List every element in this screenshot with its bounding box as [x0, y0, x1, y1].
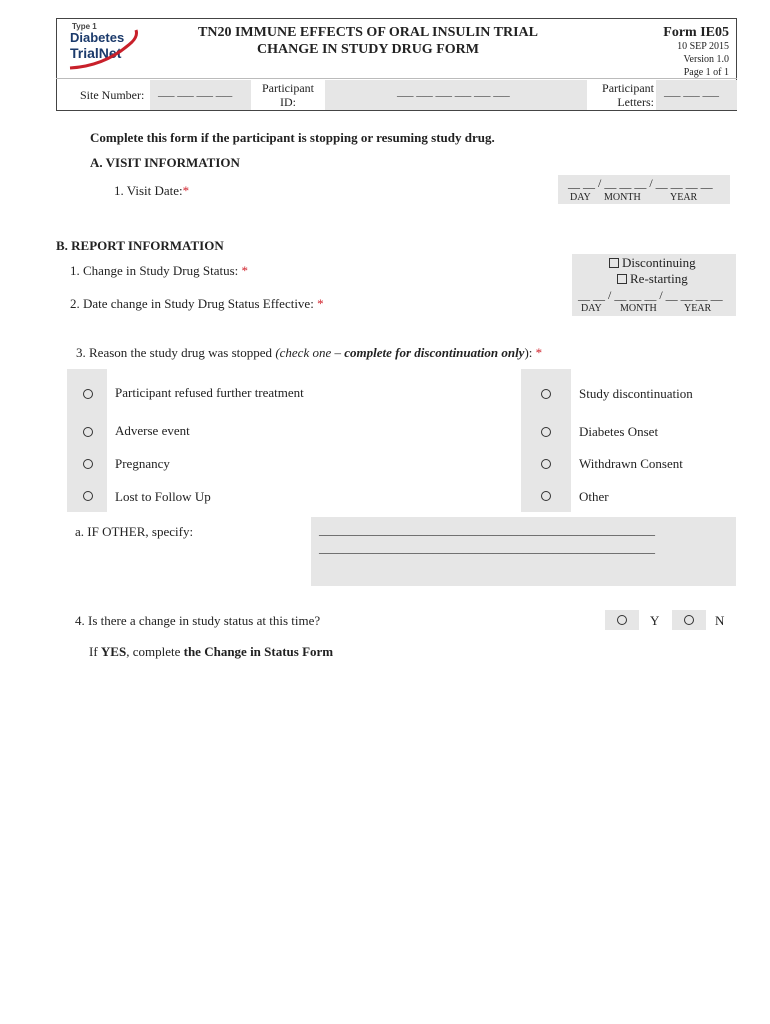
q3-check-one: (check one –	[275, 345, 341, 360]
discontinuing-checkbox[interactable]	[609, 258, 619, 268]
if-yes-instruction	[89, 644, 333, 660]
participant-letters-label-2: Letters:	[617, 95, 654, 109]
effective-date-year-label: YEAR	[684, 303, 712, 314]
logo-type1: Type 1	[72, 22, 97, 31]
if-yes-bold: YES	[100, 644, 127, 659]
q3-discontinuation-only: complete for discontinuation only	[344, 345, 525, 360]
q2-label: 2. Date change in Study Drug Status Effective:	[70, 296, 314, 311]
trialnet-logo	[66, 22, 146, 72]
reason-label-right-3: Other	[579, 489, 609, 504]
other-specify-label: a. IF OTHER, specify:	[75, 524, 194, 539]
reason-label-right-2: Withdrawn Consent	[579, 456, 683, 471]
participant-letters-field[interactable]	[656, 80, 737, 110]
reason-label-left-1: Adverse event	[115, 423, 190, 438]
instructions: Complete this form if the participant is stopping or resuming study drug.	[90, 130, 495, 145]
restarting-checkbox[interactable]	[617, 274, 627, 284]
header-divider	[56, 78, 737, 79]
restarting-label: Re-starting	[630, 271, 688, 286]
required-star: *	[317, 296, 324, 311]
site-number-blanks: ___ ___ ___ ___	[158, 86, 233, 98]
reason-radio-right-1[interactable]	[541, 427, 551, 437]
form-number: Form IE05	[663, 25, 729, 40]
q1-change-status	[70, 263, 248, 279]
reason-radio-right-3[interactable]	[541, 491, 551, 501]
site-number-label: Site Number:	[80, 88, 145, 102]
required-star: *	[535, 345, 543, 360]
discontinuing-label: Discontinuing	[622, 255, 696, 270]
reason-radio-right-2[interactable]	[541, 459, 551, 469]
reason-label-left-3: Lost to Follow Up	[115, 489, 211, 504]
q4-yes-label: Y	[650, 613, 660, 628]
reason-radio-left-0[interactable]	[83, 389, 93, 399]
option-discontinuing[interactable]	[609, 255, 696, 271]
visit-date-blanks: __ __ / __ __ __ / __ __ __ __	[568, 176, 713, 190]
q4-no-label: N	[715, 613, 725, 628]
visit-date-year-label: YEAR	[670, 192, 698, 203]
change-in-status-form-ref: the Change in Status Form	[183, 644, 334, 659]
section-a-heading: A. VISIT INFORMATION	[90, 155, 240, 170]
participant-id-label	[258, 81, 318, 109]
other-specify-line-2: ________________________________________________________	[319, 541, 655, 555]
participant-id-blanks: ___ ___ ___ ___ ___ ___	[397, 86, 510, 98]
q3-reason	[76, 345, 542, 361]
reason-radio-left-1[interactable]	[83, 427, 93, 437]
reason-radio-left-3[interactable]	[83, 491, 93, 501]
reason-label-right-1: Diabetes Onset	[579, 424, 659, 439]
visit-date-label: 1. Visit Date:	[114, 183, 183, 198]
logo-trialnet: TrialNet	[70, 45, 122, 61]
q3-suffix: ):	[524, 345, 533, 360]
q4-yes-radio[interactable]	[617, 615, 627, 625]
option-restarting[interactable]	[617, 271, 688, 287]
effective-date-day-label: DAY	[581, 303, 602, 314]
participant-letters-blanks: ___ ___ ___	[664, 86, 719, 98]
reason-label-left-2: Pregnancy	[115, 456, 170, 471]
visit-date-field[interactable]	[558, 175, 730, 204]
q4-status-change: 4. Is there a change in study status at this time?	[75, 613, 321, 628]
reason-radio-left-2[interactable]	[83, 459, 93, 469]
required-star: *	[241, 263, 249, 278]
visit-date-month-label: MONTH	[604, 192, 641, 203]
status-change-panel	[572, 254, 736, 316]
effective-date-blanks[interactable]: __ __ / __ __ __ / __ __ __ __	[578, 288, 723, 302]
participant-id-label-2: ID:	[280, 95, 296, 109]
reason-radio-right-0[interactable]	[541, 389, 551, 399]
q3-label: 3. Reason the study drug was stopped	[76, 345, 273, 360]
if-mid: , complete	[126, 644, 181, 659]
if-prefix: If	[89, 644, 98, 659]
reason-label-right-0: Study discontinuation	[579, 386, 693, 401]
participant-letters-label-1: Participant	[602, 81, 654, 95]
required-star: *	[182, 183, 190, 198]
visit-date-question	[114, 183, 189, 199]
form-version: Version 1.0	[683, 54, 729, 65]
form-title-2: CHANGE IN STUDY DRUG FORM	[257, 42, 479, 57]
logo-diabetes: Diabetes	[70, 30, 125, 45]
section-b-heading: B. REPORT INFORMATION	[56, 238, 224, 253]
other-specify-line-1: ________________________________________________________	[319, 523, 655, 537]
form-date: 10 SEP 2015	[677, 41, 729, 52]
visit-date-day-label: DAY	[570, 192, 591, 203]
logo-swoosh-icon	[66, 22, 146, 72]
form-page: Page 1 of 1	[683, 67, 729, 78]
other-specify-field[interactable]	[311, 517, 736, 586]
site-number-field[interactable]	[150, 80, 251, 110]
participant-id-label-1: Participant	[262, 81, 314, 95]
participant-id-field[interactable]	[325, 80, 587, 110]
q2-date-effective	[70, 296, 324, 312]
reason-label-left-0: Participant refused further treatment	[115, 385, 304, 400]
form-title-1: TN20 IMMUNE EFFECTS OF ORAL INSULIN TRIAL	[198, 25, 538, 40]
q4-no-radio[interactable]	[684, 615, 694, 625]
participant-letters-label	[592, 81, 654, 109]
effective-date-month-label: MONTH	[620, 303, 657, 314]
q1-label: 1. Change in Study Drug Status:	[70, 263, 239, 278]
